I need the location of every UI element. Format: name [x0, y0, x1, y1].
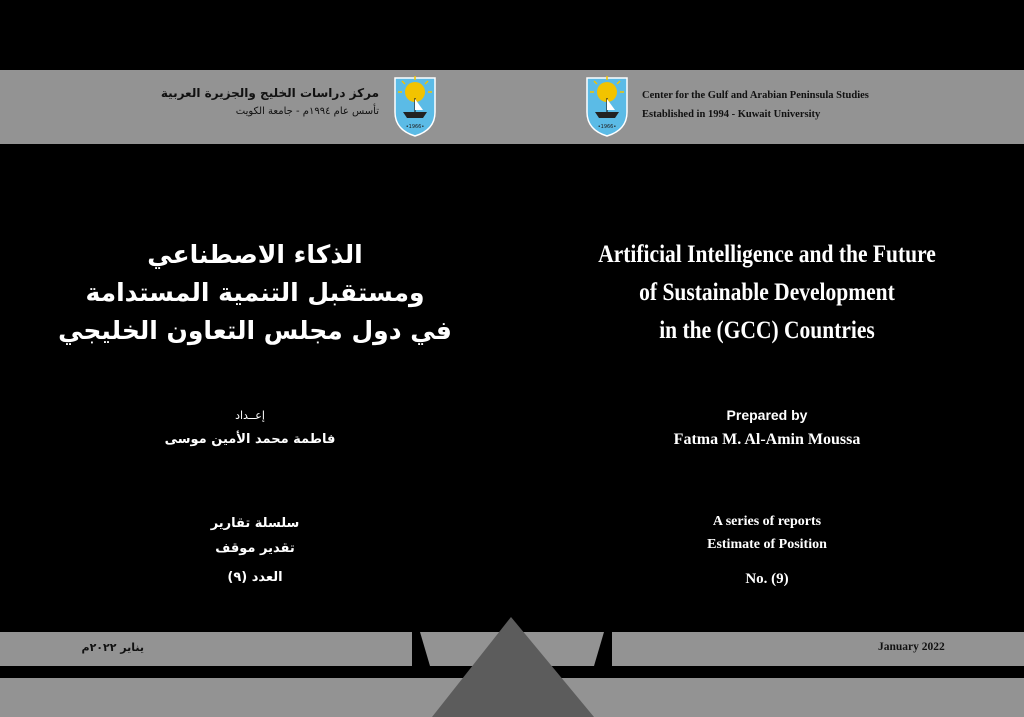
en-established: Established in 1994 - Kuwait University [642, 109, 821, 120]
en-title-line3: in the (GCC) Countries [659, 317, 875, 344]
en-title-line2: of Sustainable Development [639, 279, 895, 306]
en-title-line1: Artificial Intelligence and the Future [598, 241, 936, 268]
en-series-line1: A series of reports [712, 514, 822, 529]
ar-center-name: مركز دراسات الخليج والجزيرة العربية [160, 86, 379, 100]
university-logo-icon [390, 72, 440, 138]
ar-title-line3: في دول مجلس التعاون الخليجي [58, 316, 452, 345]
ar-series-line1: سلسلة تقارير [210, 516, 300, 531]
ar-series-line2: تقدير موقف [215, 541, 295, 556]
ar-title-line2: ومستقبل التنمية المستدامة [85, 278, 425, 307]
university-logo-icon [582, 72, 632, 138]
ar-author: فاطمة محمد الأمين موسى [164, 432, 336, 447]
ar-title-line1: الذكاء الاصطناعي [147, 240, 363, 269]
en-date: January 2022 [878, 641, 945, 653]
ar-prepared-label: إعــداد [235, 409, 265, 422]
en-series-line2: Estimate of Position [707, 537, 827, 552]
ar-date: يناير ٢٠٢٢م [81, 641, 144, 654]
en-prepared-label: Prepared by [726, 407, 808, 423]
en-issue: No. (9) [745, 571, 789, 587]
ar-title [40, 236, 470, 350]
logo-year: •1966• [597, 124, 617, 130]
ar-established: تأسس عام ١٩٩٤م - جامعة الكويت [235, 106, 379, 117]
en-title [579, 236, 956, 350]
en-author: Fatma M. Al-Amin Moussa [673, 431, 861, 448]
en-center-name: Center for the Gulf and Arabian Peninsula Studies [642, 90, 869, 101]
ar-issue: العدد (٩) [227, 570, 283, 585]
logo-year: •1966• [405, 124, 425, 130]
